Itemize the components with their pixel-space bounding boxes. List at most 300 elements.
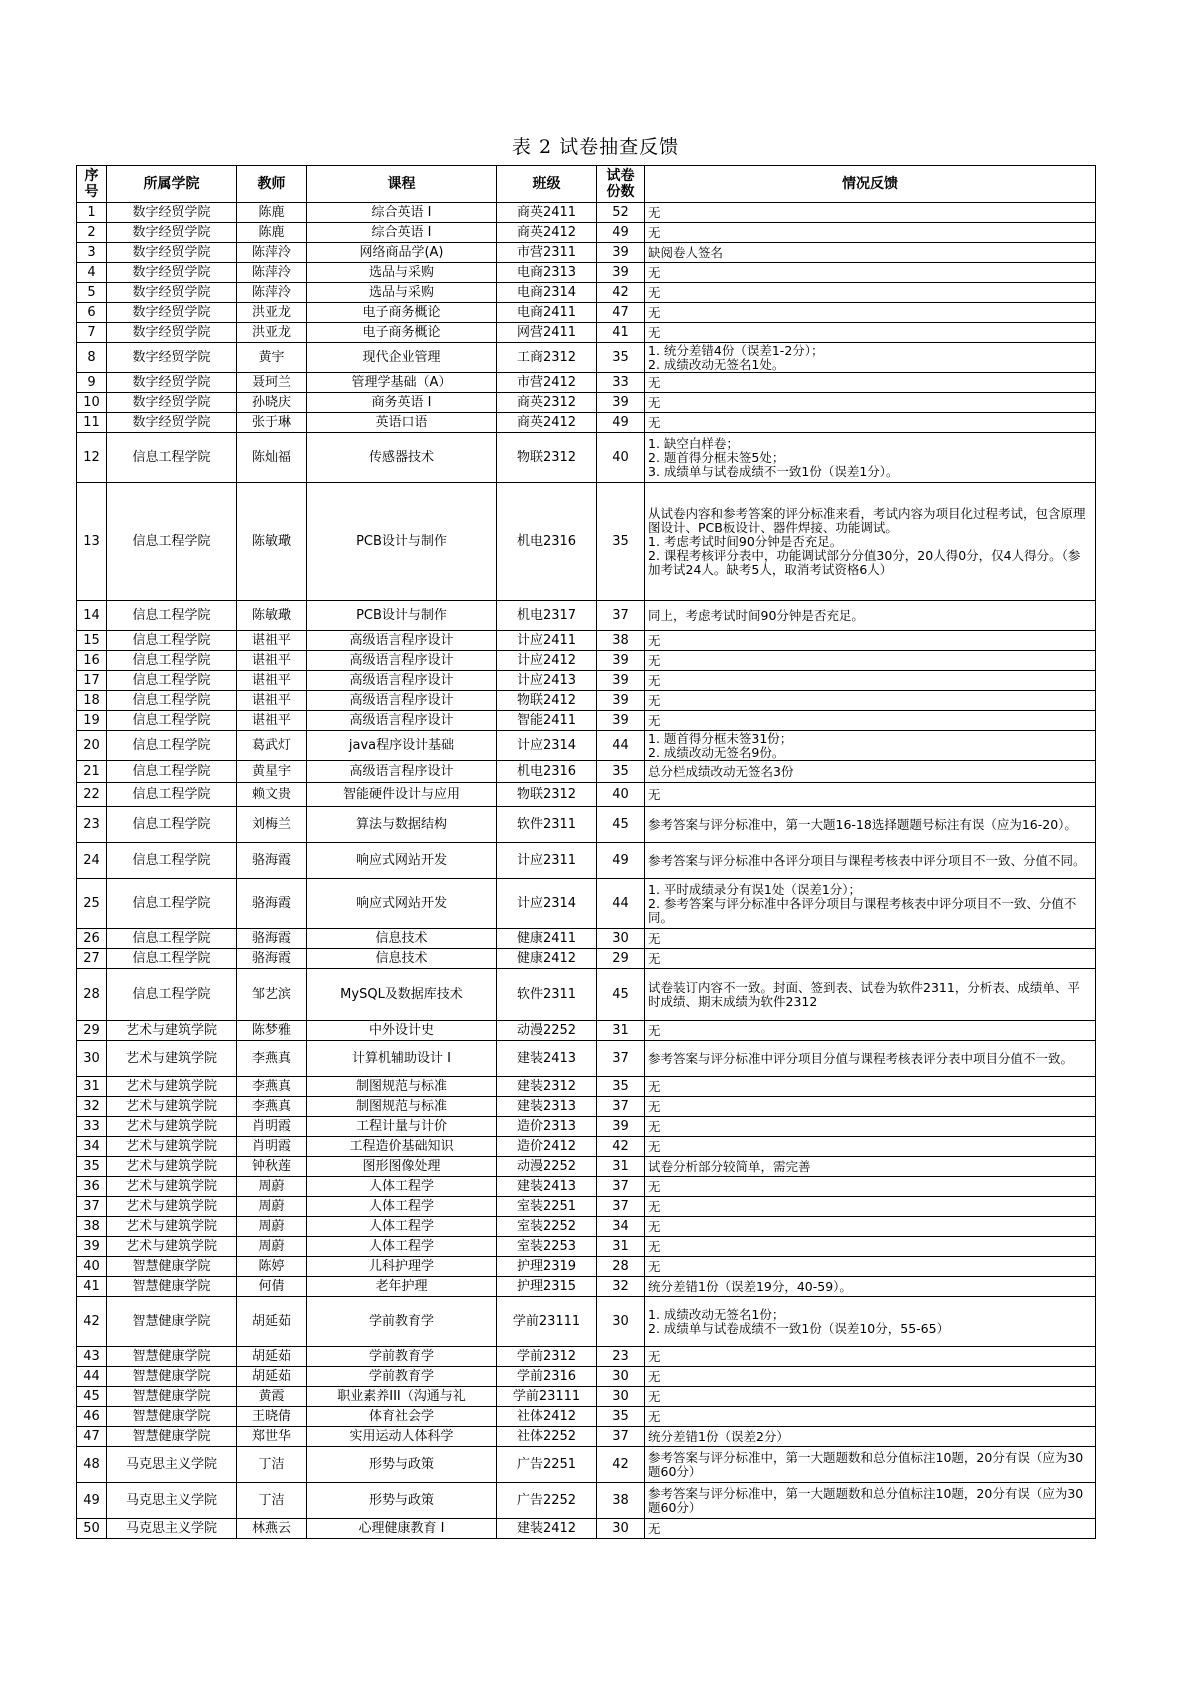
cell-college: 信息工程学院 [107, 433, 237, 483]
table-row [77, 1387, 1096, 1407]
cell-count: 40 [597, 433, 645, 483]
cell-class: 电商2313 [497, 263, 597, 283]
cell-class: 网营2411 [497, 323, 597, 343]
cell-course: PCB设计与制作 [307, 483, 497, 601]
cell-class: 商英2412 [497, 413, 597, 433]
cell-no: 30 [77, 1041, 107, 1077]
cell-teacher: 陈鹿 [237, 203, 307, 223]
cell-teacher: 陈敏璥 [237, 483, 307, 601]
cell-course: 实用运动人体科学 [307, 1427, 497, 1447]
cell-feedback: 无 [645, 223, 1096, 243]
cell-count: 49 [597, 843, 645, 879]
cell-feedback: 无 [645, 393, 1096, 413]
table-row [77, 413, 1096, 433]
cell-course: 算法与数据结构 [307, 807, 497, 843]
table-header-row [77, 166, 1096, 203]
cell-class: 软件2311 [497, 807, 597, 843]
table-row [77, 1097, 1096, 1117]
cell-feedback: 无 [645, 1367, 1096, 1387]
table-row [77, 601, 1096, 631]
cell-class: 学前23111 [497, 1387, 597, 1407]
cell-no: 27 [77, 949, 107, 969]
cell-college: 数字经贸学院 [107, 223, 237, 243]
cell-course: 高级语言程序设计 [307, 671, 497, 691]
cell-college: 艺术与建筑学院 [107, 1237, 237, 1257]
cell-teacher: 葛武灯 [237, 731, 307, 761]
table-row [77, 1077, 1096, 1097]
cell-teacher: 陈敏璥 [237, 601, 307, 631]
cell-teacher: 张于琳 [237, 413, 307, 433]
cell-class: 物联2312 [497, 433, 597, 483]
table-row [77, 1407, 1096, 1427]
cell-teacher: 骆海霞 [237, 949, 307, 969]
cell-count: 39 [597, 651, 645, 671]
cell-no: 13 [77, 483, 107, 601]
cell-count: 42 [597, 283, 645, 303]
cell-college: 智慧健康学院 [107, 1387, 237, 1407]
cell-feedback: 从试卷内容和参考答案的评分标准来看，考试内容为项目化过程考试，包含原理图设计、PCB板设计、器件焊接、功能调试。 1. 考虑考试时间90分钟是否充足。 2. 课程考核评分表中，功能调试部分分值30分，20人得0分，仅4人得分。（参加考试24人。缺考5人，取消考试资格6人） [645, 483, 1096, 601]
cell-course: 信息技术 [307, 949, 497, 969]
cell-course: 高级语言程序设计 [307, 691, 497, 711]
cell-class: 动漫2252 [497, 1021, 597, 1041]
cell-class: 护理2319 [497, 1257, 597, 1277]
cell-course: 综合英语 I [307, 203, 497, 223]
cell-no: 14 [77, 601, 107, 631]
cell-count: 37 [597, 1097, 645, 1117]
cell-feedback: 无 [645, 1519, 1096, 1539]
table-row [77, 243, 1096, 263]
cell-teacher: 谌祖平 [237, 671, 307, 691]
cell-count: 30 [597, 1367, 645, 1387]
table-row [77, 393, 1096, 413]
cell-count: 44 [597, 879, 645, 929]
cell-college: 马克思主义学院 [107, 1447, 237, 1483]
cell-no: 26 [77, 929, 107, 949]
table-row [77, 1197, 1096, 1217]
cell-count: 38 [597, 631, 645, 651]
cell-class: 广告2252 [497, 1483, 597, 1519]
cell-no: 49 [77, 1483, 107, 1519]
cell-feedback: 总分栏成绩改动无签名3份 [645, 761, 1096, 783]
cell-course: 高级语言程序设计 [307, 631, 497, 651]
cell-course: 传感器技术 [307, 433, 497, 483]
cell-class: 电商2314 [497, 283, 597, 303]
cell-college: 信息工程学院 [107, 631, 237, 651]
cell-feedback: 参考答案与评分标准中，第一大题16-18选择题题号标注有误（应为16-20）。 [645, 807, 1096, 843]
cell-count: 23 [597, 1347, 645, 1367]
cell-college: 信息工程学院 [107, 929, 237, 949]
cell-count: 35 [597, 1077, 645, 1097]
cell-count: 30 [597, 1387, 645, 1407]
header-count: 试卷份数 [597, 166, 645, 203]
cell-no: 3 [77, 243, 107, 263]
cell-class: 学前2312 [497, 1347, 597, 1367]
cell-count: 30 [597, 1297, 645, 1347]
cell-teacher: 王晓倩 [237, 1407, 307, 1427]
cell-class: 学前23111 [497, 1297, 597, 1347]
header-class: 班级 [497, 166, 597, 203]
cell-count: 41 [597, 323, 645, 343]
cell-count: 47 [597, 303, 645, 323]
cell-college: 信息工程学院 [107, 651, 237, 671]
cell-class: 计应2311 [497, 843, 597, 879]
cell-count: 29 [597, 949, 645, 969]
table-row [77, 1427, 1096, 1447]
header-college: 所属学院 [107, 166, 237, 203]
cell-teacher: 黄星宇 [237, 761, 307, 783]
cell-no: 41 [77, 1277, 107, 1297]
cell-teacher: 何倩 [237, 1277, 307, 1297]
cell-college: 艺术与建筑学院 [107, 1097, 237, 1117]
cell-teacher: 陈婷 [237, 1257, 307, 1277]
cell-class: 市营2311 [497, 243, 597, 263]
cell-feedback: 无 [645, 1197, 1096, 1217]
cell-no: 39 [77, 1237, 107, 1257]
cell-class: 健康2412 [497, 949, 597, 969]
cell-college: 智慧健康学院 [107, 1367, 237, 1387]
cell-course: 工程造价基础知识 [307, 1137, 497, 1157]
cell-no: 50 [77, 1519, 107, 1539]
cell-college: 信息工程学院 [107, 807, 237, 843]
table-row [77, 969, 1096, 1021]
cell-no: 42 [77, 1297, 107, 1347]
cell-feedback: 同上，考虑考试时间90分钟是否充足。 [645, 601, 1096, 631]
cell-college: 信息工程学院 [107, 879, 237, 929]
cell-feedback: 1. 成绩改动无签名1份； 2. 成绩单与试卷成绩不一致1份（误差10分，55-65） [645, 1297, 1096, 1347]
cell-count: 28 [597, 1257, 645, 1277]
cell-count: 39 [597, 711, 645, 731]
cell-course: 职业素养III（沟通与礼 [307, 1387, 497, 1407]
cell-count: 40 [597, 783, 645, 807]
cell-no: 40 [77, 1257, 107, 1277]
cell-course: 制图规范与标准 [307, 1077, 497, 1097]
cell-count: 44 [597, 731, 645, 761]
cell-feedback: 无 [645, 651, 1096, 671]
cell-count: 30 [597, 929, 645, 949]
table-row [77, 303, 1096, 323]
cell-count: 31 [597, 1237, 645, 1257]
cell-class: 计应2413 [497, 671, 597, 691]
cell-feedback: 参考答案与评分标准中，第一大题题数和总分值标注10题，20分有误（应为30题60分） [645, 1483, 1096, 1519]
cell-feedback: 无 [645, 691, 1096, 711]
cell-course: 中外设计史 [307, 1021, 497, 1041]
cell-teacher: 骆海霞 [237, 843, 307, 879]
cell-college: 艺术与建筑学院 [107, 1021, 237, 1041]
page-title: 表 2 试卷抽查反馈 [511, 136, 680, 158]
header-teacher: 教师 [237, 166, 307, 203]
cell-course: 体育社会学 [307, 1407, 497, 1427]
cell-course: 电子商务概论 [307, 323, 497, 343]
cell-count: 35 [597, 761, 645, 783]
cell-teacher: 周蔚 [237, 1237, 307, 1257]
cell-feedback: 无 [645, 1347, 1096, 1367]
table-row [77, 879, 1096, 929]
table-row [77, 1157, 1096, 1177]
table-row [77, 1021, 1096, 1041]
cell-feedback: 无 [645, 283, 1096, 303]
cell-college: 艺术与建筑学院 [107, 1041, 237, 1077]
cell-class: 广告2251 [497, 1447, 597, 1483]
cell-feedback: 1. 缺空白样卷； 2. 题首得分框未签5处； 3. 成绩单与试卷成绩不一致1份（误差1分）。 [645, 433, 1096, 483]
cell-class: 造价2412 [497, 1137, 597, 1157]
cell-feedback: 1. 题首得分框未签31份； 2. 成绩改动无签名9份。 [645, 731, 1096, 761]
cell-college: 艺术与建筑学院 [107, 1217, 237, 1237]
cell-class: 建装2312 [497, 1077, 597, 1097]
cell-teacher: 陈鹿 [237, 223, 307, 243]
cell-count: 38 [597, 1483, 645, 1519]
cell-no: 5 [77, 283, 107, 303]
cell-course: 工程计量与计价 [307, 1117, 497, 1137]
cell-college: 信息工程学院 [107, 731, 237, 761]
cell-class: 智能2411 [497, 711, 597, 731]
cell-feedback: 无 [645, 1177, 1096, 1197]
cell-college: 数字经贸学院 [107, 323, 237, 343]
cell-no: 7 [77, 323, 107, 343]
cell-count: 39 [597, 1117, 645, 1137]
cell-no: 10 [77, 393, 107, 413]
cell-course: 商务英语 I [307, 393, 497, 413]
table-row [77, 1347, 1096, 1367]
cell-count: 31 [597, 1021, 645, 1041]
inspection-feedback-table [76, 165, 1096, 1539]
cell-course: 学前教育学 [307, 1367, 497, 1387]
cell-teacher: 谌祖平 [237, 711, 307, 731]
cell-college: 信息工程学院 [107, 843, 237, 879]
cell-no: 17 [77, 671, 107, 691]
cell-college: 数字经贸学院 [107, 303, 237, 323]
cell-college: 数字经贸学院 [107, 283, 237, 303]
table-row [77, 929, 1096, 949]
cell-count: 33 [597, 373, 645, 393]
cell-college: 智慧健康学院 [107, 1257, 237, 1277]
cell-college: 信息工程学院 [107, 969, 237, 1021]
cell-college: 数字经贸学院 [107, 203, 237, 223]
cell-college: 艺术与建筑学院 [107, 1157, 237, 1177]
cell-college: 艺术与建筑学院 [107, 1177, 237, 1197]
cell-class: 造价2313 [497, 1117, 597, 1137]
cell-college: 数字经贸学院 [107, 343, 237, 373]
cell-teacher: 陈灿福 [237, 433, 307, 483]
cell-class: 社体2412 [497, 1407, 597, 1427]
cell-feedback: 无 [645, 1097, 1096, 1117]
cell-course: 制图规范与标准 [307, 1097, 497, 1117]
table-row [77, 1297, 1096, 1347]
cell-teacher: 林燕云 [237, 1519, 307, 1539]
cell-teacher: 周蔚 [237, 1177, 307, 1197]
table-row [77, 1237, 1096, 1257]
cell-teacher: 陈梦雅 [237, 1021, 307, 1041]
cell-no: 25 [77, 879, 107, 929]
cell-class: 工商2312 [497, 343, 597, 373]
cell-feedback: 无 [645, 631, 1096, 651]
cell-college: 数字经贸学院 [107, 393, 237, 413]
table-row [77, 1483, 1096, 1519]
cell-feedback: 无 [645, 1257, 1096, 1277]
cell-count: 35 [597, 483, 645, 601]
cell-course: 智能硬件设计与应用 [307, 783, 497, 807]
cell-no: 15 [77, 631, 107, 651]
cell-course: 选品与采购 [307, 283, 497, 303]
cell-course: 网络商品学(A) [307, 243, 497, 263]
cell-count: 34 [597, 1217, 645, 1237]
cell-class: 计应2412 [497, 651, 597, 671]
cell-no: 44 [77, 1367, 107, 1387]
cell-class: 商英2411 [497, 203, 597, 223]
cell-teacher: 胡延茹 [237, 1367, 307, 1387]
cell-class: 商英2312 [497, 393, 597, 413]
cell-class: 健康2411 [497, 929, 597, 949]
cell-count: 52 [597, 203, 645, 223]
cell-count: 37 [597, 601, 645, 631]
cell-class: 动漫2252 [497, 1157, 597, 1177]
cell-count: 45 [597, 969, 645, 1021]
cell-no: 22 [77, 783, 107, 807]
cell-college: 信息工程学院 [107, 483, 237, 601]
table-row [77, 1137, 1096, 1157]
cell-teacher: 陈萍泠 [237, 243, 307, 263]
cell-no: 24 [77, 843, 107, 879]
cell-no: 34 [77, 1137, 107, 1157]
cell-feedback: 统分差错1份（误差2分） [645, 1427, 1096, 1447]
cell-class: 室装2251 [497, 1197, 597, 1217]
cell-teacher: 谌祖平 [237, 651, 307, 671]
cell-count: 39 [597, 393, 645, 413]
cell-no: 20 [77, 731, 107, 761]
table-row [77, 1177, 1096, 1197]
cell-college: 数字经贸学院 [107, 373, 237, 393]
cell-college: 信息工程学院 [107, 949, 237, 969]
cell-course: PCB设计与制作 [307, 601, 497, 631]
cell-teacher: 周蔚 [237, 1197, 307, 1217]
header-course: 课程 [307, 166, 497, 203]
cell-feedback: 参考答案与评分标准中各评分项目与课程考核表中评分项目不一致、分值不同。 [645, 843, 1096, 879]
cell-course: 信息技术 [307, 929, 497, 949]
cell-teacher: 李燕真 [237, 1077, 307, 1097]
cell-course: MySQL及数据库技术 [307, 969, 497, 1021]
table-row [77, 949, 1096, 969]
cell-college: 数字经贸学院 [107, 263, 237, 283]
cell-feedback: 统分差错1份（误差19分，40-59）。 [645, 1277, 1096, 1297]
cell-class: 机电2317 [497, 601, 597, 631]
table-row [77, 223, 1096, 243]
cell-no: 11 [77, 413, 107, 433]
cell-course: 学前教育学 [307, 1347, 497, 1367]
cell-college: 信息工程学院 [107, 691, 237, 711]
cell-feedback: 无 [645, 671, 1096, 691]
cell-course: 人体工程学 [307, 1217, 497, 1237]
table-row [77, 1257, 1096, 1277]
cell-class: 护理2315 [497, 1277, 597, 1297]
cell-feedback: 1. 统分差错4份（误差1-2分）； 2. 成绩改动无签名1处。 [645, 343, 1096, 373]
cell-feedback: 无 [645, 1021, 1096, 1041]
table-row [77, 1117, 1096, 1137]
cell-no: 35 [77, 1157, 107, 1177]
cell-no: 6 [77, 303, 107, 323]
cell-class: 建装2413 [497, 1041, 597, 1077]
table-row [77, 1041, 1096, 1077]
cell-course: 综合英语 I [307, 223, 497, 243]
table-row [77, 343, 1096, 373]
cell-course: 现代企业管理 [307, 343, 497, 373]
cell-class: 建装2313 [497, 1097, 597, 1117]
cell-count: 35 [597, 343, 645, 373]
cell-teacher: 丁洁 [237, 1447, 307, 1483]
cell-no: 18 [77, 691, 107, 711]
cell-feedback: 无 [645, 1077, 1096, 1097]
cell-feedback: 参考答案与评分标准中评分项目分值与课程考核表评分表中项目分值不一致。 [645, 1041, 1096, 1077]
cell-count: 39 [597, 263, 645, 283]
cell-college: 智慧健康学院 [107, 1427, 237, 1447]
header-feedback: 情况反馈 [645, 166, 1096, 203]
cell-no: 23 [77, 807, 107, 843]
cell-college: 智慧健康学院 [107, 1407, 237, 1427]
cell-class: 建装2413 [497, 1177, 597, 1197]
cell-course: 人体工程学 [307, 1197, 497, 1217]
table-row [77, 323, 1096, 343]
cell-college: 信息工程学院 [107, 761, 237, 783]
cell-college: 马克思主义学院 [107, 1519, 237, 1539]
cell-college: 信息工程学院 [107, 783, 237, 807]
cell-class: 建装2412 [497, 1519, 597, 1539]
cell-class: 物联2312 [497, 783, 597, 807]
cell-teacher: 谌祖平 [237, 631, 307, 651]
cell-no: 28 [77, 969, 107, 1021]
cell-count: 32 [597, 1277, 645, 1297]
cell-college: 艺术与建筑学院 [107, 1137, 237, 1157]
cell-teacher: 陈萍泠 [237, 283, 307, 303]
cell-teacher: 骆海霞 [237, 929, 307, 949]
cell-no: 37 [77, 1197, 107, 1217]
cell-feedback: 无 [645, 1407, 1096, 1427]
table-row [77, 843, 1096, 879]
cell-feedback: 无 [645, 1217, 1096, 1237]
table-row [77, 1217, 1096, 1237]
cell-count: 37 [597, 1197, 645, 1217]
cell-teacher: 黄霞 [237, 1387, 307, 1407]
cell-no: 32 [77, 1097, 107, 1117]
table-row [77, 433, 1096, 483]
cell-count: 37 [597, 1041, 645, 1077]
cell-course: 形势与政策 [307, 1483, 497, 1519]
cell-no: 8 [77, 343, 107, 373]
cell-course: 管理学基础（A） [307, 373, 497, 393]
cell-college: 信息工程学院 [107, 671, 237, 691]
cell-feedback: 1. 平时成绩录分有误1处（误差1分）； 2. 参考答案与评分标准中各评分项目与课程考核表中评分项目不一致、分值不同。 [645, 879, 1096, 929]
cell-teacher: 胡延茹 [237, 1347, 307, 1367]
cell-no: 21 [77, 761, 107, 783]
cell-feedback: 无 [645, 323, 1096, 343]
cell-teacher: 谌祖平 [237, 691, 307, 711]
cell-class: 室装2253 [497, 1237, 597, 1257]
cell-class: 计应2314 [497, 879, 597, 929]
cell-course: 人体工程学 [307, 1237, 497, 1257]
cell-no: 38 [77, 1217, 107, 1237]
cell-feedback: 无 [645, 263, 1096, 283]
cell-feedback: 无 [645, 1117, 1096, 1137]
cell-no: 46 [77, 1407, 107, 1427]
cell-no: 9 [77, 373, 107, 393]
cell-class: 市营2412 [497, 373, 597, 393]
cell-class: 机电2316 [497, 483, 597, 601]
cell-teacher: 周蔚 [237, 1217, 307, 1237]
cell-teacher: 陈萍泠 [237, 263, 307, 283]
cell-course: java程序设计基础 [307, 731, 497, 761]
cell-teacher: 邹艺滨 [237, 969, 307, 1021]
cell-feedback: 参考答案与评分标准中，第一大题题数和总分值标注10题，20分有误（应为30题60分） [645, 1447, 1096, 1483]
cell-teacher: 聂珂兰 [237, 373, 307, 393]
cell-count: 31 [597, 1157, 645, 1177]
cell-course: 响应式网站开发 [307, 843, 497, 879]
